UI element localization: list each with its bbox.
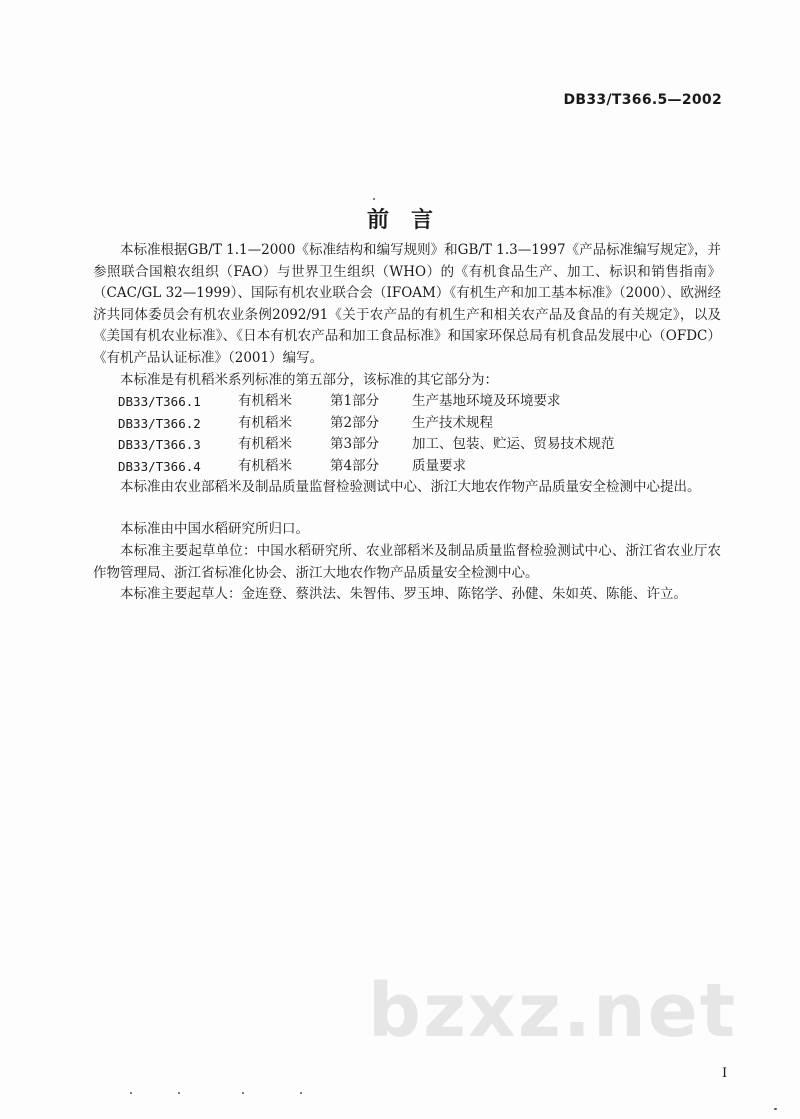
part-name: 有机稻米 — [238, 393, 292, 409]
part-number: 第3部分 — [330, 436, 380, 452]
paragraph-drafting-units — [93, 541, 721, 584]
paragraph-text: 本标准由中国水稻研究所归口。 — [120, 521, 309, 537]
scan-speck — [373, 198, 375, 200]
paragraph-text: 本标准根据GB/T 1.1—2000《标准结构和编写规则》和GB/T 1.3—1997《产品标准编写规定》，并参照联合国粮农组织（FAO）与世界卫生组织（WHO）的《有机食品生产、加工、标识和销售指南》（CAC/GL 32—1999）、国际有机农业联合会（IFOAM）《有机生产和加工基本标准》（2000）、欧洲经济共同体委员会有机农业条例2092/91《关于农产品的有机生产和相关农产品及食品的有关规定》，以及《美国有机农业标准》、《日本有机农产品和加工食品标准》和国家环保总局有机食品发展中心（OFDC）《有机产品认证标准》（2001）编写。 — [93, 242, 721, 366]
paragraph-text: 本标准由农业部稻米及制品质量监督检验测试中心、浙江大地农作物产品质量安全检测中心提出。 — [120, 479, 701, 495]
paragraph-text: 本标准是有机稻米系列标准的第五部分，该标准的其它部分为： — [120, 372, 498, 388]
paragraph-text: 本标准主要起草单位：中国水稻研究所、农业部稻米及制品质量监督检验测试中心、浙江省农业厅农作物管理局、浙江省标准化协会、浙江大地农作物产品质量安全检测中心。 — [93, 543, 721, 581]
part-title: 质量要求 — [412, 457, 466, 474]
part-title: 加工、包装、贮运、贸易技术规范 — [412, 436, 615, 452]
watermark: bzxz.net — [368, 968, 738, 1054]
paragraph-text: 本标准主要起草人：金连登、蔡洪法、朱智伟、罗玉坤、陈铭学、孙健、朱如英、陈能、许立。 — [120, 586, 687, 602]
scan-speck — [774, 1108, 777, 1110]
part-number: 第2部分 — [330, 414, 380, 431]
part-code: DB33/T366.3 — [118, 437, 201, 452]
parts-list — [118, 391, 615, 477]
part-number: 第1部分 — [330, 393, 380, 409]
paragraph-drafters — [93, 584, 721, 606]
parts-list-row — [118, 391, 615, 413]
part-name: 有机稻米 — [238, 414, 292, 431]
scan-speck — [130, 1092, 132, 1094]
document-code: DB33/T366.5—2002 — [563, 92, 722, 108]
page-number: I — [722, 1066, 728, 1081]
parts-list-row — [118, 456, 615, 478]
scan-speck — [300, 1092, 302, 1094]
scan-speck — [178, 1092, 180, 1094]
part-code: DB33/T366.4 — [118, 458, 201, 474]
page-title: 前言 — [366, 207, 455, 233]
part-name: 有机稻米 — [238, 457, 292, 474]
part-code: DB33/T366.1 — [118, 394, 201, 409]
scan-speck — [242, 1092, 244, 1094]
paragraph-basis — [93, 240, 721, 369]
part-name: 有机稻米 — [238, 436, 292, 452]
part-title: 生产基地环境及环境要求 — [412, 393, 561, 409]
part-code: DB33/T366.2 — [118, 415, 201, 431]
parts-list-row — [118, 434, 615, 456]
part-number: 第4部分 — [330, 457, 380, 474]
parts-list-row — [118, 413, 615, 435]
paragraph-proposer — [93, 477, 721, 499]
paragraph-administrator — [93, 519, 721, 541]
paragraph-parts-intro — [93, 370, 721, 392]
part-title: 生产技术规程 — [412, 414, 493, 431]
